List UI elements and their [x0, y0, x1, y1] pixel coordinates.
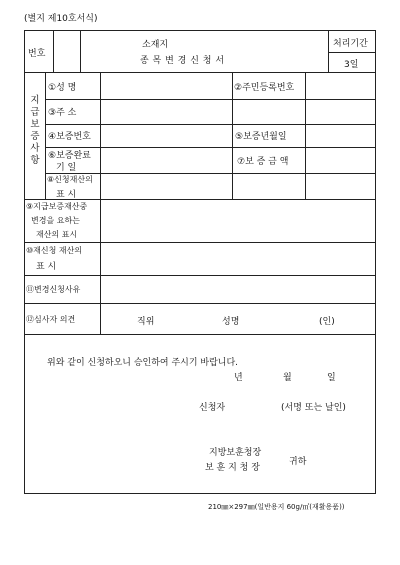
field-name-label: ①성 명: [48, 83, 77, 93]
row11-label: ⑪변경신청사유: [26, 285, 81, 294]
divider: [45, 147, 376, 148]
divider: [328, 30, 329, 72]
divider: [80, 30, 81, 72]
divider: [45, 124, 376, 125]
paper-spec-footer: 210㎜×297㎜(일반용지 60g/㎡(재활용품)): [208, 503, 345, 511]
field-completion-label-2: 기 일: [56, 163, 77, 173]
row9-label-3: 재산의 표시: [36, 230, 78, 239]
addressee-branch-office: 보 훈 지 청 장: [205, 463, 260, 473]
signature-note: (서명 또는 날인): [281, 403, 346, 413]
divider: [100, 199, 101, 242]
field-guarantee-number-label: ④보증번호: [48, 132, 91, 142]
divider: [328, 52, 376, 53]
honorific-label: 귀하: [289, 457, 307, 467]
divider: [24, 275, 376, 276]
form-annex-label: (별지 제10호서식): [24, 14, 98, 24]
divider: [45, 72, 46, 199]
number-label: 번호: [28, 49, 46, 59]
applicant-label: 신청자: [199, 403, 226, 413]
field-property-label-1: ⑧신청재산의: [47, 175, 93, 184]
divider: [100, 275, 101, 303]
date-month-label: 월: [283, 373, 292, 383]
divider: [100, 72, 101, 199]
divider: [232, 72, 233, 199]
form-title-line1: 소재지: [142, 40, 169, 50]
reviewer-name-label: 성명: [222, 317, 240, 327]
divider: [53, 30, 54, 72]
divider: [45, 173, 376, 174]
field-property-label-2: 표 시: [56, 190, 77, 200]
row10-label-1: ⑩재신청 재산의: [26, 246, 83, 255]
divider: [24, 199, 376, 200]
divider: [24, 242, 376, 243]
divider: [100, 303, 101, 334]
row12-label: ⑫심사자 의견: [26, 315, 76, 324]
divider: [45, 99, 376, 100]
field-guarantee-date-label: ⑤보증년월일: [235, 132, 287, 142]
field-completion-label-1: ⑥보증완료: [48, 151, 91, 161]
guarantee-section-label: 지급보증사항: [30, 95, 40, 166]
reviewer-seal-label: (인): [319, 317, 335, 327]
divider: [24, 72, 376, 73]
row9-label-1: ⑨지급보증재산중: [26, 202, 88, 211]
reviewer-position-label: 직위: [137, 317, 155, 327]
divider: [24, 303, 376, 304]
date-day-label: 일: [327, 373, 336, 383]
field-address-label: ③주 소: [48, 108, 77, 118]
divider: [100, 242, 101, 275]
row9-label-2: 변경을 요하는: [31, 216, 80, 225]
processing-period-value: 3일: [344, 60, 359, 70]
processing-period-label: 처리기간: [333, 39, 368, 49]
field-resident-number-label: ②주민등록번호: [234, 83, 295, 93]
addressee-regional-office: 지방보훈청장: [209, 448, 262, 458]
field-amount-label: ⑦보 증 금 액: [237, 157, 289, 167]
row10-label-2: 표 시: [36, 262, 57, 272]
divider: [24, 334, 376, 335]
divider: [305, 72, 306, 199]
form-title-line2: 종 목 변 경 신 청 서: [140, 56, 225, 66]
application-statement: 위와 같이 신청하오니 승인하여 주시기 바랍니다.: [47, 358, 239, 368]
date-year-label: 년: [234, 373, 243, 383]
